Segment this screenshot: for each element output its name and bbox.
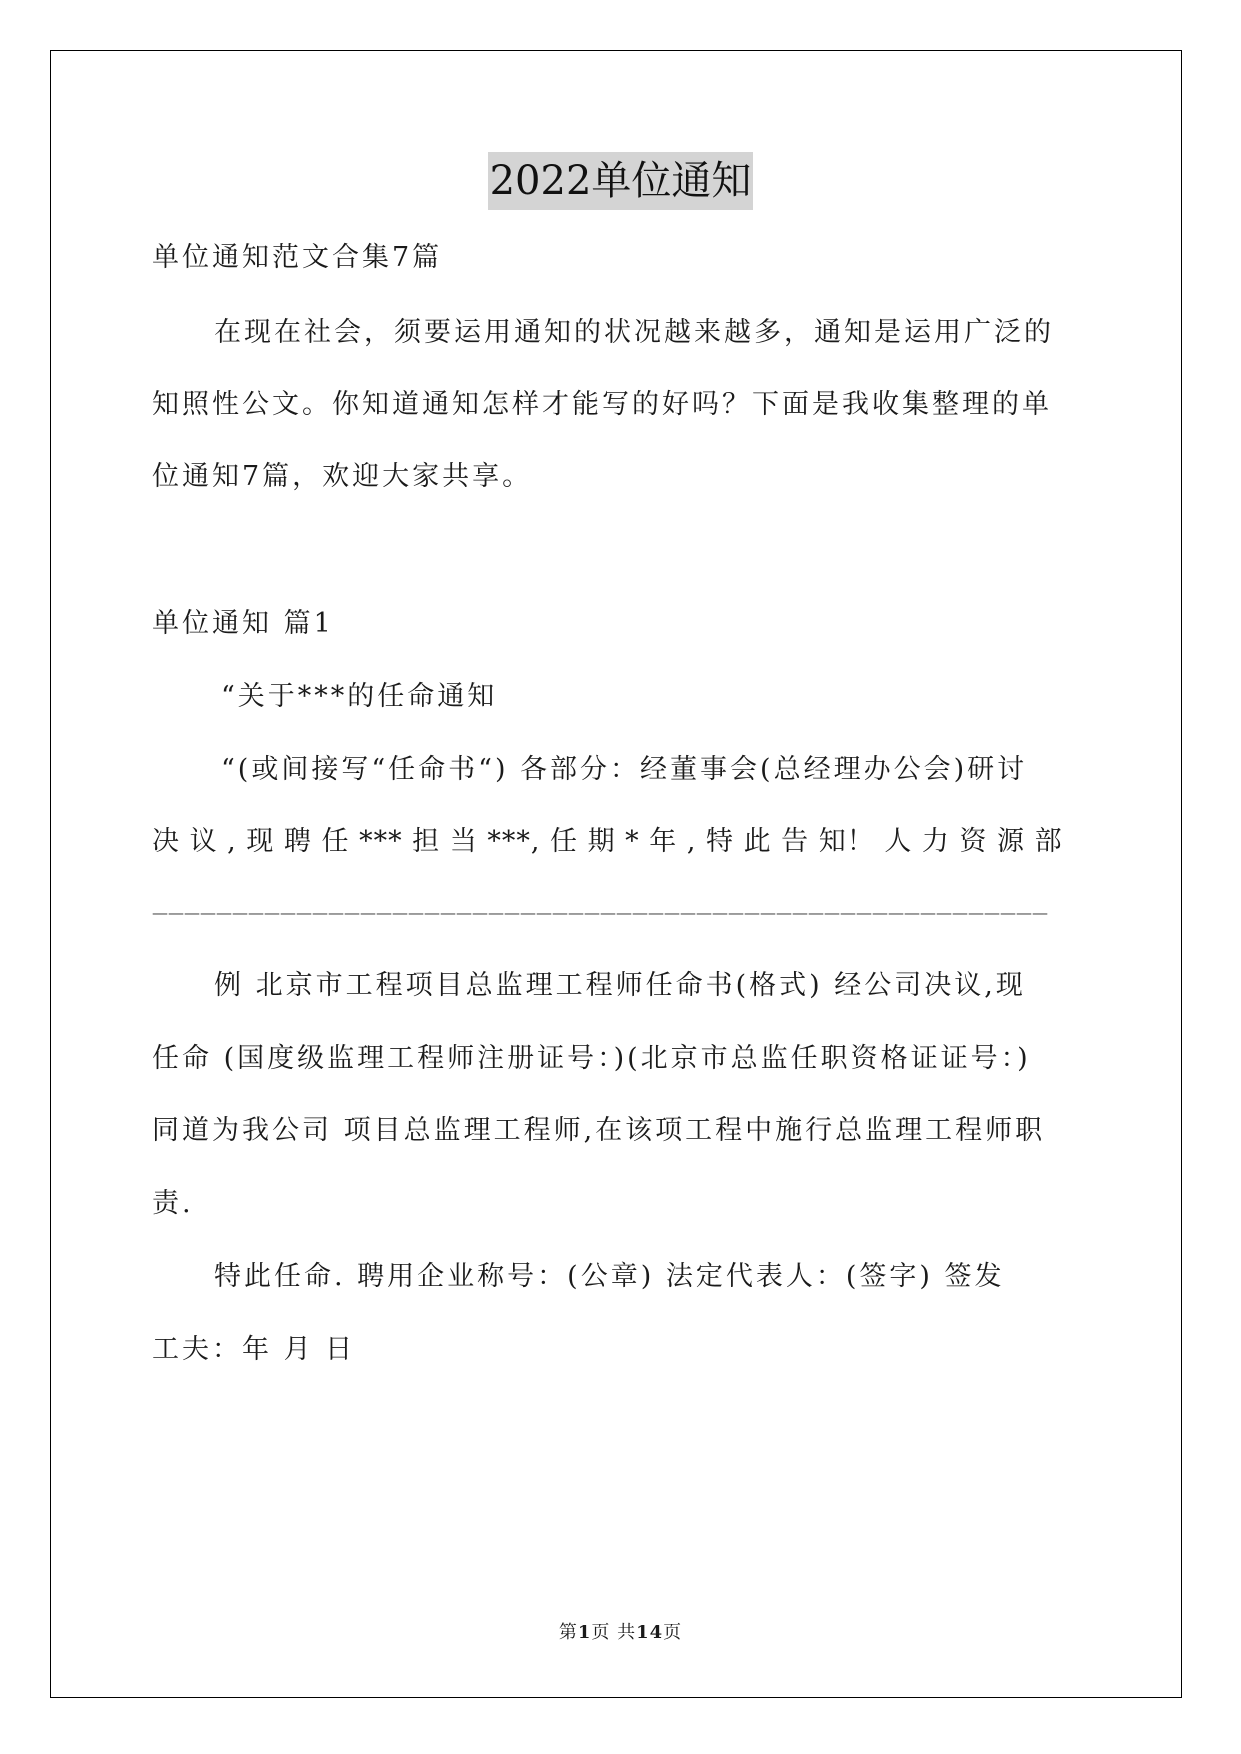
footer-prefix: 第 [558,1622,578,1643]
section-heading: 单位通知 篇1 [152,608,334,639]
footer-suffix: 页 [663,1622,683,1643]
footer-current-page: 1 [577,1622,592,1643]
intro-line-2: 知照性公文。你知道通知怎样才能写的好吗？下面是我收集整理的单 [152,389,1052,420]
paragraph-line: 工夫：年 月 日 [152,1334,356,1365]
paragraph-line: 责. [152,1188,194,1219]
title-container [0,152,1241,210]
document-subtitle: 单位通知范文合集7篇 [152,242,443,273]
paragraph-line: “关于***的任命通知 [221,681,498,712]
page-border [50,50,1182,1698]
footer-total-pages: 14 [636,1622,664,1643]
paragraph-line: 特此任命. 聘用企业称号：(公章) 法定代表人：(签字) 签发 [214,1261,1005,1292]
intro-line-1: 在现在社会，须要运用通知的状况越来越多，通知是运用广泛的 [214,317,1054,348]
footer-mid: 页 共 [591,1622,637,1643]
divider-line: ———————————————————————————————————————————————————————— [152,903,1048,922]
paragraph-line: “(或间接写“任命书“) 各部分：经董事会(总经理办公会)研讨 [221,754,1028,785]
paragraph-line: 任命 (国度级监理工程师注册证号：)(北京市总监任职资格证证号：) [152,1043,1031,1074]
paragraph-line: 例 北京市工程项目总监理工程师任命书(格式) 经公司决议,现 [214,970,1026,1001]
paragraph-line: 同道为我公司 项目总监理工程师,在该项工程中施行总监理工程师职 [152,1115,1046,1146]
document-title: 2022单位通知 [488,152,754,210]
intro-line-3: 位通知7篇，欢迎大家共享。 [152,461,533,492]
paragraph-line: 决 议 , 现 聘 任 *** 担 当 ***, 任 期 * 年 , 特 此 告 知！ 人 力 资 源 部 [152,826,1063,857]
page-footer [0,1618,1241,1644]
